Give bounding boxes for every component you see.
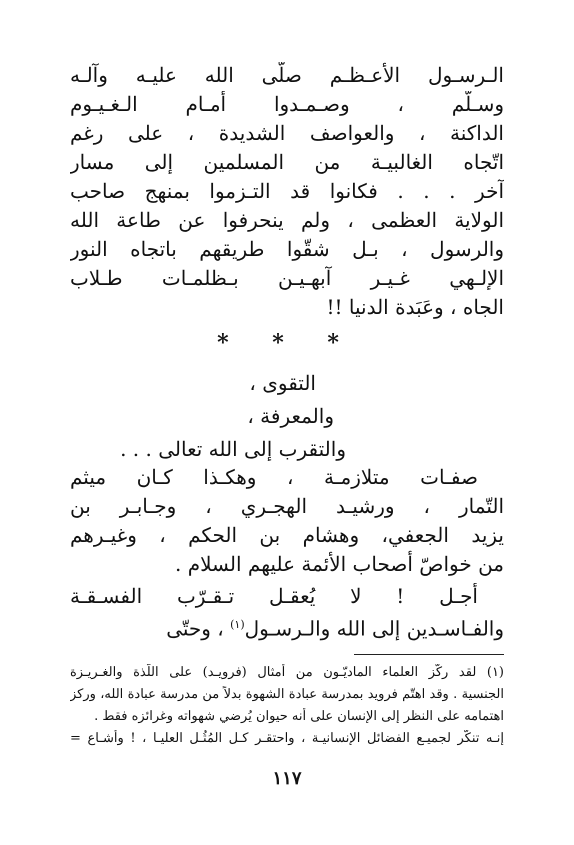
verse-line: والمعرفة ،: [247, 404, 334, 428]
body-line: الولاية العظمى ، ولم ينحرفوا عن طاعة الله: [70, 208, 504, 232]
body-line: والرسول ، بـل شقّوا طريقهم باتجاه النور: [70, 237, 504, 261]
page-number: ١١٧: [272, 768, 302, 789]
body-line: أجـل ! لا يُعقـل تـقـرّب الفسـقـة: [70, 584, 478, 608]
footnote-line: الجنسية . وقد اهتّم فرويد بمدرسة عبادة الشهوة بدلاً من مدرسة عبادة الله، وركز: [70, 687, 504, 702]
body-text: ، وحتّى: [166, 616, 224, 641]
body-line: الجاه ، وعَبَدة الدنيا !!: [326, 295, 504, 319]
section-separator: * * *: [217, 330, 357, 356]
footnote-line: إنـه تنكّر لجميـع الفضائل الإنسانيـة ، واحتقـر كـل المُثُـل العليـا ، ! وأشـاع =: [70, 731, 504, 746]
footnote-line: (١) لقد ركّز العلماء الماديّـون من أمثال (فرويـد) على اللّذة والغـريـزة: [70, 665, 504, 680]
body-line: وسـلّم ، وصـمـدوا أمـام الـغـيـوم: [70, 92, 504, 116]
footnote-reference: (١): [230, 618, 245, 631]
body-line: آخر . . . فكانوا قد التـزموا بمنهج صاحب: [70, 179, 504, 203]
body-line: الإلـهي غـيـر آبهـيـن بـظلمـات طـلاب: [70, 266, 504, 290]
body-line: صفـات متلازمـة ، وهكـذا كـان ميثم: [70, 465, 478, 489]
body-line: اتّجاه الغالبيـة من المسلمين إلى مسار: [70, 150, 504, 174]
body-line: الـرسـول الأعـظـم صلّى الله عليـه وآلـه: [70, 63, 504, 87]
body-line: [166, 612, 504, 640]
body-line: الداكنة ، والعواصف الشديدة ، على رغم: [70, 121, 504, 145]
body-line: يزيد الجعفي، وهشام بن الحكم ، وغيـرهم: [70, 523, 504, 547]
verse-line: والتقرب إلى الله تعالى . . .: [120, 437, 346, 461]
footnote-line: اهتمامه على النظر إلى الإنسان على أنه حيوان يُرضي شهواته وغرائزه فقط .: [94, 709, 504, 724]
body-line: التّمار ، ورشيـد الهجـري ، وجـابـر بن: [70, 494, 504, 518]
verse-line: التقوى ،: [249, 371, 316, 395]
footnote-rule: [354, 654, 504, 655]
body-text: والفـاسـدين إلى الله والـرسـول: [244, 616, 504, 641]
body-line: من خواصّ أصحاب الأئمة عليهم السلام .: [175, 552, 504, 576]
